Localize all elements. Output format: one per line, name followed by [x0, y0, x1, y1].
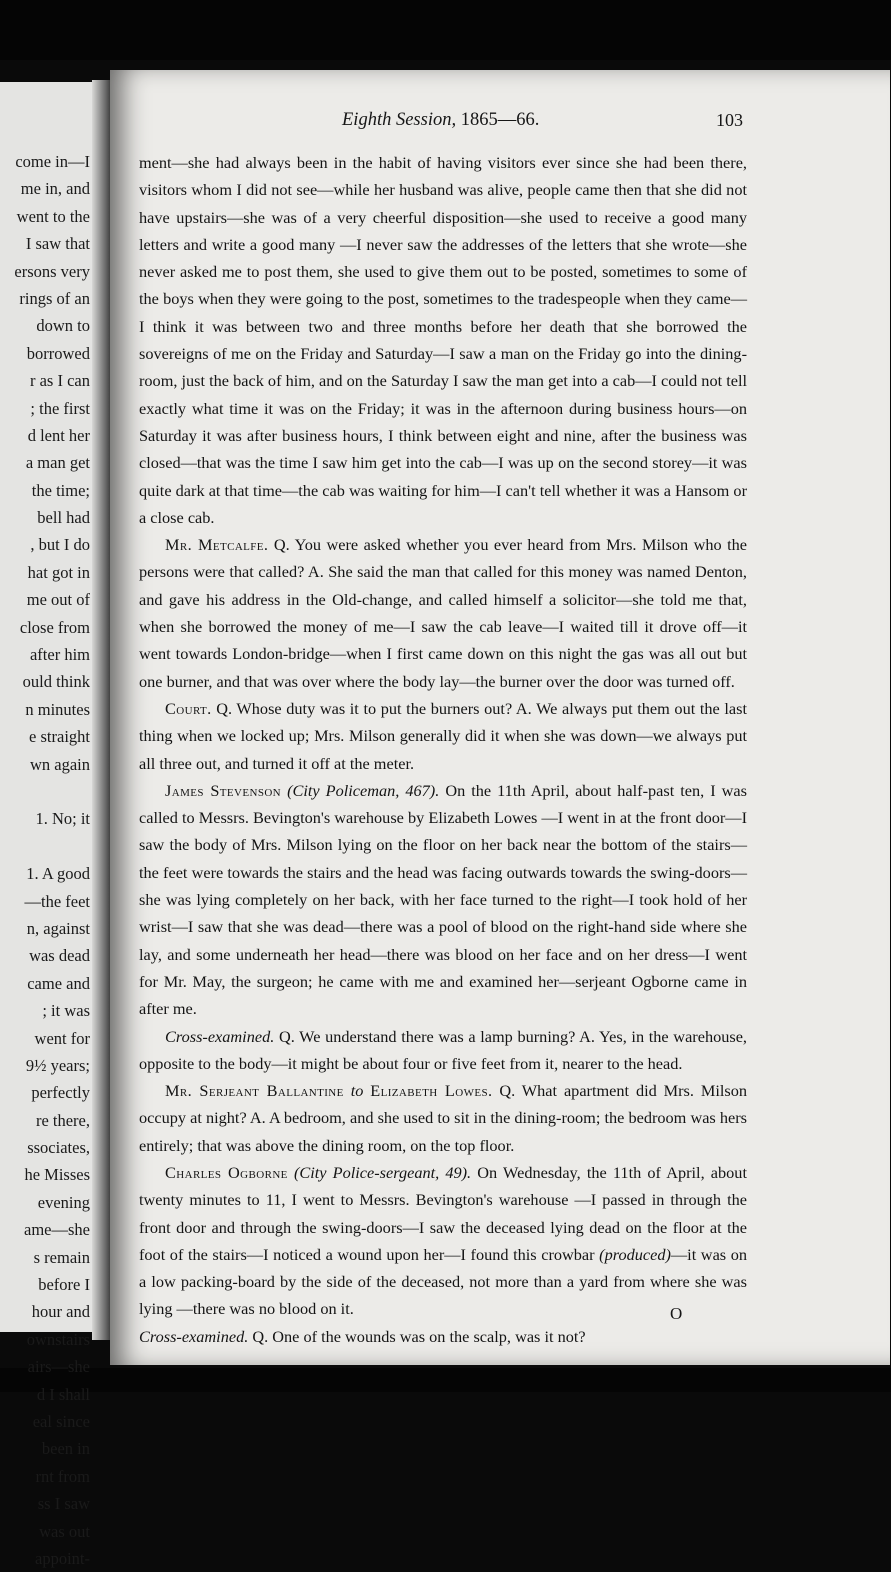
- facing-page-line: [14, 833, 90, 860]
- witness-role: (City Policeman, 467).: [287, 780, 440, 800]
- facing-page-line: airs—she: [27, 1357, 90, 1377]
- facing-page-line: borrowed: [26, 343, 90, 363]
- facing-page-line: came and: [27, 973, 90, 993]
- main-page: [110, 70, 890, 1365]
- speaker: Court.: [165, 698, 212, 718]
- facing-page-line: was out: [39, 1521, 90, 1541]
- paragraph: [139, 1023, 747, 1078]
- facing-page-line: ssociates,: [27, 1138, 90, 1158]
- facing-page-line: wn again: [29, 754, 90, 774]
- facing-page-line: appoint-: [35, 1548, 90, 1568]
- facing-page-line: ould think: [22, 672, 90, 692]
- facing-page-line: eal since: [32, 1411, 90, 1431]
- paragraph: [139, 531, 747, 695]
- testimony: Q. You were asked whether you ever heard from Mrs. Milson who the persons were that called? A. She said the man that called for this money was named Denton, and gave his address in the Old-change, and called himself a solicitor—she told me that, when she borrowed the money of me—I saw the cab leave—I waited till it drove off—it went towards London-bridge—when I first came down on this night the gas was all out but one burner, and that was over where the body lay—the burner over the door was turned off.: [139, 535, 747, 691]
- facing-page-line: after him: [29, 645, 90, 665]
- testimony: Q. We understand there was a lamp burning? A. Yes, in the warehouse, opposite to the body—it might be about four or five feet from it, nearer to the head.: [139, 1026, 747, 1073]
- facing-page-line: e straight: [29, 727, 90, 747]
- facing-page-line: rings of an: [19, 288, 90, 308]
- speaker: Mr. Metcalfe.: [165, 535, 269, 555]
- testimony-text: [139, 149, 747, 1350]
- testimony: On the 11th April, about half-past ten, I was called to Messrs. Bevington's warehouse by Elizabeth Lowes —I went in at the front door—I saw the body of Mrs. Milson lying on the floor on her back near the bottom of the stairs—the feet were towards the stairs and the head was facing outwards towards the swing-doors—she was lying completely on her back, with her face turned to the right—I took hold of her wrist—I saw that she was dead—there was a pool of blood on the right-hand side where she lay, and some underneath her head—there was blood on her face and on her dress—I went for Mr. May, the surgeon; he came with me and examined her—serjeant Ogborne came in after me.: [139, 780, 747, 1019]
- facing-page-line: hat got in: [27, 562, 90, 582]
- cross-examined-label: Cross-examined.: [139, 1326, 249, 1346]
- facing-page-line: ss I saw: [37, 1494, 90, 1514]
- cross-examined-label: Cross-examined.: [165, 1026, 275, 1046]
- session-years: 1865—66.: [460, 110, 540, 130]
- facing-page-line: —the feet: [24, 891, 90, 911]
- paragraph: ment—she had always been in the habit of having visitors ever since she had been there, visitors whom I did not see—while her husband was alive, people came then that she did not have upstairs—she was of a very cheerful disposition—she used to receive a good many letters and write a good many —I never saw the addresses of the letters that she wrote—she never asked me to post them, she used to give them out to be posted, sometimes to some of the boys when they were going to the post, sometimes to the tradespeople when they came—I think it was between two and three months before her death that she borrowed the sovereigns of me on the Friday and Saturday—I saw a man on the Friday go into the dining-room, just the back of him, and on the Saturday I saw the man get into a cab—I could not tell exactly what time it was on the Friday; it was in the afternoon during business hours—on Saturday it was after business hours, I think between eight and nine, after the business was closed—that was the time I saw him get into the cab—I was up on the second storey—it was quite dark at that time—the cab was waiting for him—I can't tell whether it was a Hansom or a close cab.: [139, 153, 747, 527]
- facing-page-line: ersons very: [14, 261, 90, 281]
- produced-note: (produced): [599, 1244, 671, 1264]
- facing-page-line: went to the: [16, 206, 90, 226]
- scan-top-border: [0, 0, 891, 60]
- facing-page-line: been in: [41, 1439, 90, 1459]
- facing-page-line: r as I can: [29, 371, 90, 391]
- facing-page: [0, 82, 104, 1568]
- facing-page-line: a man get: [25, 453, 90, 473]
- facing-page-line: me in, and: [20, 179, 90, 199]
- signature-mark: O: [670, 1304, 683, 1323]
- facing-page-line: , but I do: [30, 535, 90, 555]
- facing-page-line: [14, 778, 90, 805]
- page-number: 103: [716, 110, 743, 130]
- paragraph: [139, 777, 747, 1023]
- paragraph: [139, 695, 747, 777]
- facing-page-line: n minutes: [25, 699, 90, 719]
- facing-page-line: ; it was: [42, 1001, 90, 1021]
- speaker: Mr. Serjeant Ballantine: [165, 1081, 344, 1101]
- facing-page-line: was dead: [29, 946, 90, 966]
- facing-page-line: rnt from: [35, 1466, 90, 1486]
- facing-page-line: close from: [19, 617, 90, 637]
- session-title: Eighth Session,: [342, 110, 457, 130]
- facing-page-line: before I: [38, 1275, 90, 1295]
- facing-page-line: n, against: [26, 918, 90, 938]
- paragraph: [139, 1159, 747, 1323]
- facing-page-line: come in—I: [15, 152, 90, 171]
- facing-page-line: re there,: [35, 1110, 90, 1130]
- facing-page-line: ame—she: [24, 1220, 90, 1240]
- testimony: Q. What apartment did Mrs. Milson occupy at night? A. A bedroom, and she used to sit in the dining-room; the bedroom was hers entirely; that was above the dining room, on the top floor.: [139, 1081, 747, 1155]
- witness-name: Elizabeth Lowes.: [370, 1081, 493, 1101]
- testimony: —it was on a low packing-board by the side of the deceased, not more than a yard from where she was lying —there was no blood on it.: [139, 1244, 747, 1319]
- facing-page-line: he Misses: [24, 1165, 90, 1185]
- testimony: Q. Whose duty was it to put the burners out? A. We always put them out the last thing when we locked up; Mrs. Milson generally did it when she was down—we always put all three out, and turned it off at the meter.: [139, 698, 747, 773]
- facing-page-line: d I shall: [36, 1384, 90, 1404]
- paragraph: [139, 1323, 747, 1350]
- facing-page-line: ; the first: [30, 398, 90, 418]
- testimony: On Wednesday, the 11th of April, about twenty minutes to 11, I went to Messrs. Bevington's warehouse —I passed in through the front door and through the swing-doors—I saw the deceased lying dead on the floor at the foot of the stairs—I noticed a wound upon her—I found this crowbar: [139, 1162, 747, 1264]
- facing-page-line: the time;: [31, 480, 90, 500]
- facing-page-line: bell had: [37, 508, 90, 528]
- scan-bottom-border: [0, 1368, 891, 1392]
- facing-page-line: I saw that: [25, 234, 90, 254]
- witness-role: (City Police-sergeant, 49).: [293, 1162, 472, 1182]
- facing-page-line: perfectly: [31, 1083, 90, 1103]
- witness-name: James Stevenson: [165, 780, 282, 800]
- facing-page-line: evening: [37, 1192, 90, 1212]
- running-head: [342, 110, 539, 131]
- facing-page-line: ownstairs: [26, 1329, 90, 1349]
- facing-page-line: me out of: [26, 590, 90, 610]
- paragraph: [139, 1077, 747, 1159]
- speaker-to: to: [350, 1081, 364, 1101]
- witness-name: Charles Ogborne: [165, 1162, 288, 1182]
- facing-page-line: hour and: [31, 1302, 90, 1322]
- facing-page-line: went for: [34, 1028, 90, 1048]
- testimony: Q. One of the wounds was on the scalp, was it not?: [252, 1326, 586, 1346]
- facing-page-text: [14, 148, 90, 1572]
- facing-page-line: 1. No; it: [35, 809, 90, 829]
- facing-page-line: d lent her: [27, 425, 90, 445]
- facing-page-line: 9½ years;: [25, 1055, 90, 1075]
- facing-page-line: s remain: [33, 1247, 90, 1267]
- facing-page-line: 1. A good: [26, 864, 90, 884]
- facing-page-line: down to: [36, 316, 90, 336]
